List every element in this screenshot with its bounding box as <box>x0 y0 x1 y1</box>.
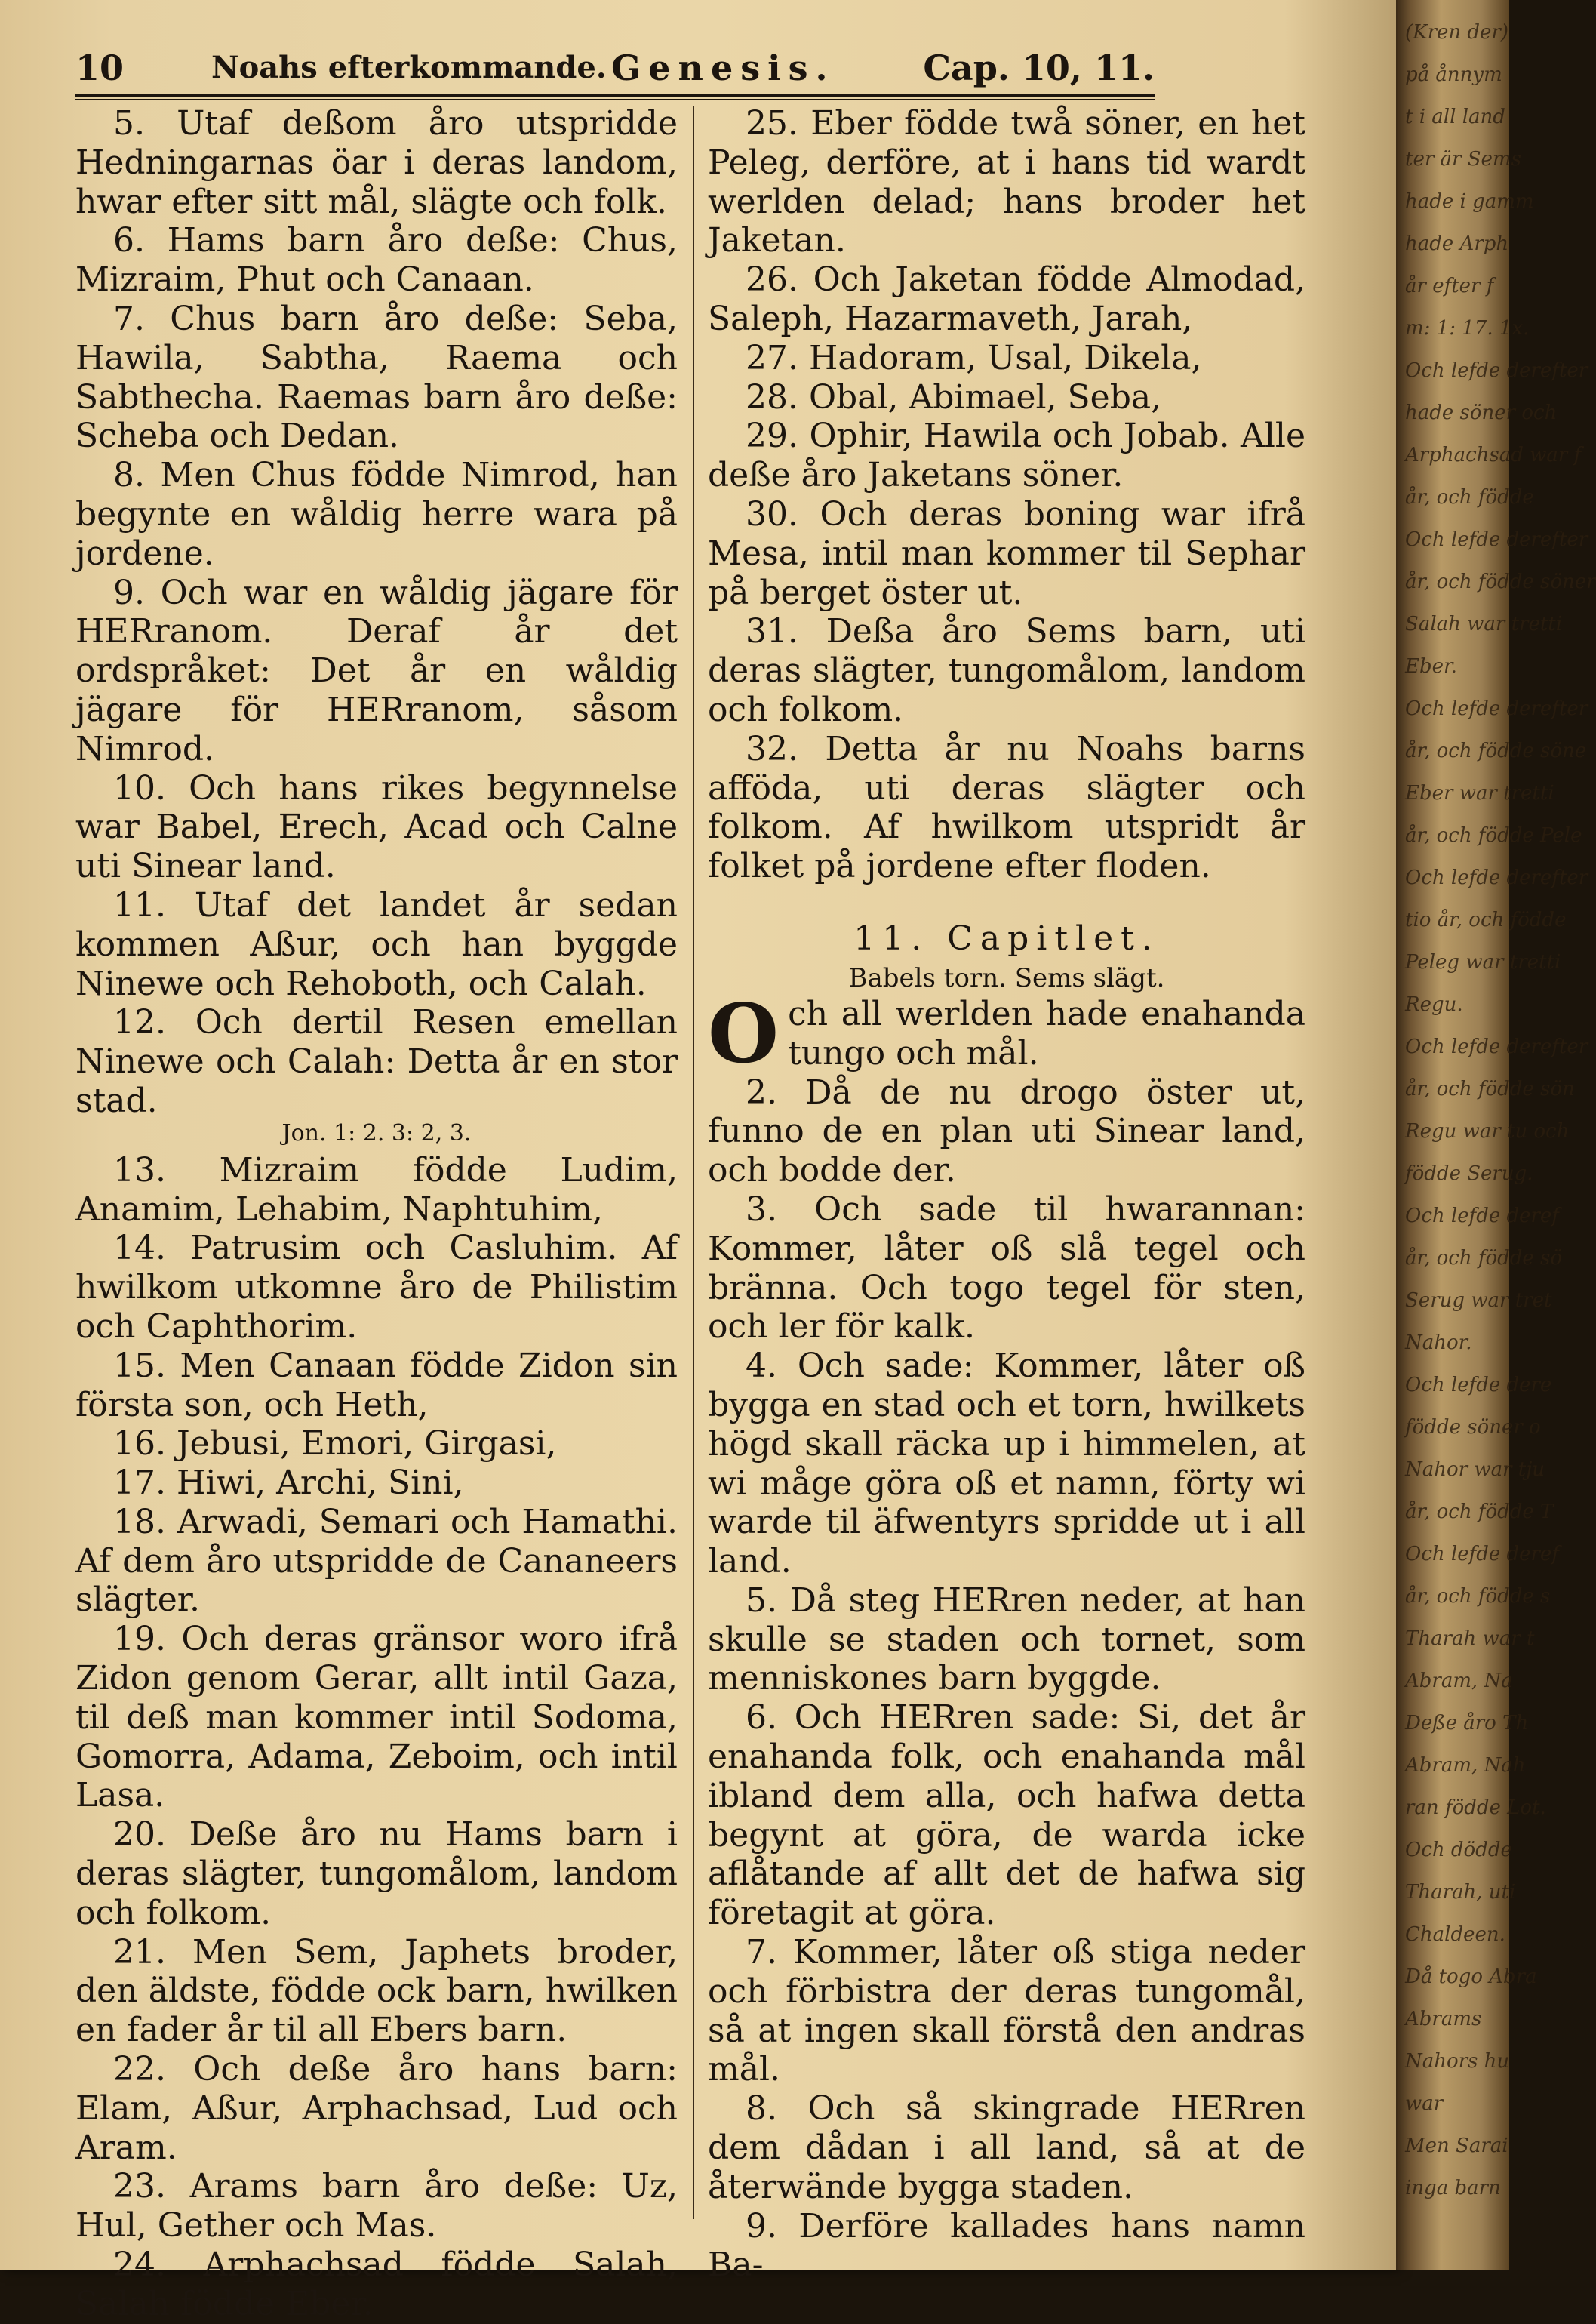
left-verse-list-continued <box>75 1151 678 2324</box>
facing-page-text-line: år, och födde söne <box>1405 740 1587 762</box>
verse <box>75 574 678 769</box>
facing-page-text-line: Och lefde derefter <box>1405 1036 1588 1058</box>
facing-page-text-line: Serug war tret <box>1405 1289 1552 1312</box>
verse <box>75 1424 678 1464</box>
verse <box>75 1464 678 1503</box>
facing-page-text-line: Abram, Nah <box>1405 1754 1526 1777</box>
facing-page-text-line: år efter f <box>1405 275 1494 297</box>
facing-page-text-line: Chaldeen. <box>1405 1923 1505 1946</box>
facing-page-text-line: Och lefde derefter <box>1405 359 1588 382</box>
verse <box>708 495 1305 612</box>
verse-number: 6. <box>113 221 168 260</box>
verse <box>75 2050 678 2167</box>
verse-number: 20. <box>113 1815 189 1855</box>
verse-number: 9. <box>113 573 161 612</box>
facing-page-text-line: ran födde Lot. <box>1405 1796 1546 1819</box>
verse-text: Deße åro nu Hams barn i deras slägter, tungomålom, landom och folkom. <box>75 1815 678 1932</box>
column-divider <box>693 106 694 2219</box>
header-rule-thin <box>75 99 1155 100</box>
header-book-title: Genesis. <box>611 48 835 88</box>
verse-text: Och deße åro hans barn: Elam, Aßur, Arphachsad, Lud och Aram. <box>75 2050 678 2167</box>
verse-number: 8. <box>113 456 161 495</box>
verse-number: 9. <box>746 2206 799 2246</box>
verse-number: 11. <box>113 885 195 925</box>
facing-page-text-line: Salah war tretti <box>1405 613 1563 636</box>
verse-number: 5. <box>746 1581 790 1620</box>
facing-page-text-line: födde Serug. <box>1405 1162 1533 1185</box>
facing-page-text-line: på ånnym <box>1405 63 1502 86</box>
verse <box>708 1581 1305 1698</box>
verse <box>708 1933 1305 2089</box>
verse <box>708 339 1305 378</box>
facing-page-text-line: Nahor. <box>1405 1331 1472 1354</box>
facing-page-text-line: år, och födde söner <box>1405 571 1596 593</box>
verse-text: Derföre kallades hans namn Ba- <box>708 2206 1305 2285</box>
verse-text: Deßa åro Sems barn, uti deras slägter, tungomålom, landom och folkom. <box>708 612 1305 729</box>
verse-text: Och så skingrade HERren dem dådan i all land, så at de återwände bygga staden. <box>708 2089 1305 2206</box>
verse <box>708 1347 1305 1581</box>
facing-page-text-line: år, och födde <box>1405 486 1534 509</box>
verse-number: 7. <box>746 1933 793 1972</box>
facing-page-text-line: Och dödde <box>1405 1839 1512 1861</box>
verse-number: 26. <box>746 260 813 300</box>
verse <box>708 2089 1305 2206</box>
facing-page-text-line: Nahors hu <box>1405 2050 1510 2073</box>
facing-page-text-line: Eber war tretti <box>1405 782 1554 805</box>
verse-text: Då de nu drogo öster ut, funno de en plan uti Sinear land, och bodde der. <box>708 1073 1306 1190</box>
chapter-summary: Babels torn. Sems slägt. <box>848 962 1165 993</box>
verse-number: 30. <box>746 494 820 534</box>
verse <box>75 1347 678 1425</box>
verse-number: 4. <box>746 1347 798 1386</box>
verse-text: Obal, Abimael, Seba, <box>808 377 1162 417</box>
header-left-title: Noahs efterkommande. <box>211 50 607 85</box>
verse <box>708 378 1305 417</box>
verse-text: Och sade til hwarannan: Kommer, låter oß slå tegel och bränna. Och togo tegel för sten, och ler för kalk. <box>708 1190 1305 1347</box>
verse-text: Och HERren sade: Si, det år enahanda folk, och enahanda mål ibland dem alla, och hafwa detta begynt at göra, de warda icke aflåtande af allt det de hafwa sig företagit at göra. <box>708 1698 1306 1933</box>
verse <box>75 104 678 221</box>
verse <box>75 1933 678 2050</box>
verse-text: Hadoram, Usal, Dikela, <box>808 338 1202 377</box>
facing-page-text-line: hade i gamm <box>1405 190 1534 213</box>
facing-page-text-line: år, och födde sön <box>1405 1078 1575 1100</box>
verse-text: Hiwi, Archi, Sini, <box>176 1464 464 1503</box>
verse-number: 32. <box>746 729 826 768</box>
chapter-heading: 11. Capitlet. <box>853 919 1160 958</box>
verse <box>708 2207 1305 2286</box>
verse-number: 24. <box>113 2246 204 2285</box>
verse-text: Arwadi, Semari och Hamathi. Af dem åro utspridde de Cananeers slägter. <box>75 1502 678 1620</box>
facing-page-text-line: år, och födde sö <box>1405 1247 1563 1270</box>
verse-number: 10. <box>113 768 189 808</box>
verse <box>75 769 678 886</box>
verse-text: Och dertil Resen emellan Ninewe och Calah: Detta år en stor stad. <box>75 1003 678 1120</box>
verse-text: Och deras gränsor woro ifrå Zidon genom Gerar, allt intil Gaza, til deß man kommer intil Sodoma, Gomorra, Adama, Zeboim, och intil Lasa. <box>75 1620 678 1815</box>
facing-page-text-line: ter är Sems <box>1405 148 1521 171</box>
verse-number: 17. <box>113 1464 177 1503</box>
facing-page-text-line: Och lefde dere <box>1405 1374 1552 1396</box>
right-verse-list <box>708 104 1305 886</box>
facing-page-text-line: Nahor war tju <box>1405 1458 1545 1481</box>
facing-page-text-line: hade söner och <box>1405 402 1558 424</box>
verse <box>708 260 1305 339</box>
facing-page-text-line: war <box>1405 2092 1444 2115</box>
header-chapter-range: Cap. 10, 11. <box>923 48 1155 88</box>
left-column <box>75 104 678 2323</box>
verse-text: Hams barn åro deße: Chus, Mizraim, Phut och Canaan. <box>75 221 678 300</box>
facing-page-text-line: hade Arph <box>1405 232 1509 255</box>
left-verse-list <box>75 104 678 1121</box>
facing-page-text-line: Och lefde deref <box>1405 1543 1559 1565</box>
facing-page-text-line: år, och födde Pele <box>1405 824 1582 847</box>
facing-page-text-line: Då togo Abra <box>1405 1965 1537 1988</box>
header-rule <box>75 94 1155 97</box>
verse <box>75 2246 678 2324</box>
facing-page-text-line: födde söner o <box>1405 1416 1541 1439</box>
verse-number: 23. <box>113 2167 190 2206</box>
verse-number: 7. <box>113 299 171 338</box>
verse <box>708 730 1305 886</box>
verse-text: Då steg HERren neder, at han skulle se staden och tornet, som menniskones barn byggde. <box>708 1581 1306 1698</box>
verse <box>75 456 678 573</box>
verse <box>75 2167 678 2246</box>
verse-number: 21. <box>113 1932 192 1972</box>
facing-page-text-line: Regu. <box>1405 993 1463 1016</box>
verse-text: Arams barn åro deße: Uz, Hul, Gether och Mas. <box>75 2167 678 2246</box>
verse <box>75 1503 678 1620</box>
verse <box>75 1229 678 1346</box>
verse <box>708 1698 1305 1933</box>
verse-text: Detta år nu Noahs barns afföda, uti deras slägter och folkom. Af hwilkom utspridt år folket på jordene efter floden. <box>708 729 1305 886</box>
right-column <box>708 104 1306 2285</box>
verse-text: Men Canaan födde Zidon sin första son, och Heth, <box>75 1346 678 1424</box>
verse-number: 31. <box>746 612 826 651</box>
facing-page-text-line: Deße åro Th <box>1405 1712 1529 1735</box>
verse-text: Patrusim och Casluhim. Af hwilkom utkomne åro de Philistim och Caphthorim. <box>75 1229 678 1346</box>
verse-number: 22. <box>113 2050 194 2089</box>
facing-page-text-line: år, och födde T <box>1405 1501 1554 1523</box>
verse <box>75 300 678 456</box>
verse <box>75 886 678 1003</box>
facing-page-text-line: år, och födde s <box>1405 1585 1551 1608</box>
verse-number: 19. <box>113 1620 182 1659</box>
verse <box>75 221 678 300</box>
verse <box>75 1815 678 1932</box>
facing-page-text-line: Regu war tu och <box>1405 1120 1570 1143</box>
facing-page-text-line: tio år, och födde <box>1405 909 1567 931</box>
verse <box>708 1073 1305 1190</box>
right-verse-list-continued <box>708 1073 1305 2286</box>
verse-text: Mizraim födde Ludim, Anamim, Lehabim, Naphtuhim, <box>75 1150 678 1229</box>
verse-number: 2. <box>746 1073 806 1112</box>
verse-number: 27. <box>746 338 809 377</box>
verse-number: 16. <box>113 1424 177 1464</box>
verse <box>75 1151 678 1230</box>
verse <box>708 1190 1305 1347</box>
verse-text: Och Jaketan födde Almodad, Saleph, Hazarmaveth, Jarah, <box>708 260 1305 338</box>
verse <box>75 1003 678 1120</box>
facing-page-edge <box>1396 0 1596 2270</box>
verse-text: Utaf deßom åro utspridde Hedningarnas öar i deras landom, hwar efter sitt mål, slägte och folk. <box>75 104 678 221</box>
facing-page-text-line: Abrams <box>1405 2008 1482 2030</box>
page-number: 10 <box>75 48 125 88</box>
facing-page-text-line: Abram, Na <box>1405 1670 1513 1692</box>
verse <box>75 1620 678 1815</box>
verse-number: 8. <box>746 2089 808 2129</box>
verse-number: 12. <box>113 1003 195 1042</box>
verse-text: Och hans rikes begynnelse war Babel, Erech, Acad och Calne uti Sinear land. <box>75 768 678 886</box>
facing-page-text-line: Och lefde derefter <box>1405 528 1588 551</box>
verse-text: Och war en wåldig jägare för HERranom. Deraf år det ordspråket: Det år en wåldig jägare för HERranom, såsom Nimrod. <box>75 573 678 768</box>
facing-page-text-line: Tharah war t <box>1405 1627 1535 1650</box>
verse <box>708 612 1305 729</box>
first-verse-text: ch all werlden hade enahanda tungo och mål. <box>788 994 1305 1073</box>
verse-number: 25. <box>746 104 811 143</box>
verse-number: 14. <box>113 1229 191 1268</box>
facing-page-text-line: t i all land <box>1405 106 1505 128</box>
running-header <box>75 47 1155 89</box>
verse-number: 5. <box>113 104 177 143</box>
verse <box>708 104 1305 260</box>
facing-page-text-line: (Kren der) <box>1405 21 1508 44</box>
verse-number: 6. <box>746 1698 795 1738</box>
drop-cap-letter: O <box>708 986 780 1082</box>
verse-text: Arphachsad födde Salah, Salah födde Eber. <box>75 2246 678 2323</box>
verse-text: Men Chus födde Nimrod, han begynte en wåldig herre wara på jordene. <box>75 456 678 573</box>
verse-text: Och deras boning war ifrå Mesa, intil man kommer til Sephar på berget öster ut. <box>708 494 1306 612</box>
verse-text: Kommer, låter oß stiga neder och förbistra der deras tungomål, så at ingen skall förstå den andras mål. <box>708 1933 1305 2089</box>
verse-text: Utaf det landet år sedan kommen Aßur, och han byggde Ninewe och Rehoboth, och Calah. <box>75 885 678 1003</box>
verse-text: Eber födde twå söner, en het Peleg, derföre, at i hans tid wardt werlden delad; hans broder het Jaketan. <box>708 104 1305 260</box>
verse-number: 13. <box>113 1150 220 1190</box>
verse-number: 3. <box>746 1190 815 1229</box>
verse-number: 18. <box>113 1502 177 1541</box>
facing-page-text-line: Peleg war tretti <box>1405 951 1561 974</box>
verse-text: Och sade: Kommer, låter oß bygga en stad och et torn, hwilkets högd skall räcka up i himmelen, at wi måge göra oß et namn, förty wi warde til äfwentyrs spridde ut i all land. <box>708 1347 1306 1581</box>
verse-number: 28. <box>746 377 809 417</box>
verse <box>708 417 1305 495</box>
facing-page-text-line: Och lefde derefter <box>1405 697 1588 720</box>
chapter-first-verse <box>708 986 1305 1082</box>
verse-text: Chus barn åro deße: Seba, Hawila, Sabtha, Raema och Sabthecha. Raemas barn åro deße: Scheba och Dedan. <box>75 299 678 456</box>
verse-number: 29. <box>746 417 810 456</box>
facing-page-text-line: Eber. <box>1405 655 1457 678</box>
facing-page-text-line: Arphachsad war f <box>1405 444 1582 466</box>
facing-page-text-line: Och lefde derefter <box>1405 866 1588 889</box>
cross-reference: Jon. 1: 2. 3: 2, 3. <box>281 1119 472 1147</box>
facing-page-text-line: Och lefde deref <box>1405 1205 1559 1227</box>
verse-text: Ophir, Hawila och Jobab. Alle deße åro Jaketans söner. <box>708 417 1305 495</box>
facing-page-text-line: Tharah, uti <box>1405 1881 1516 1904</box>
verse-number: 15. <box>113 1346 180 1385</box>
verse-text: Men Sem, Japhets broder, den äldste, födde ock barn, hwilken en fader år til all Ebers barn. <box>75 1932 678 2050</box>
facing-page-text-line: inga barn <box>1405 2177 1501 2199</box>
facing-page-text-line: Men Sarai <box>1405 2135 1508 2157</box>
verse-text: Jebusi, Emori, Girgasi, <box>176 1424 557 1464</box>
facing-page-text-line: m: 1: 17. 1x. <box>1405 317 1530 340</box>
